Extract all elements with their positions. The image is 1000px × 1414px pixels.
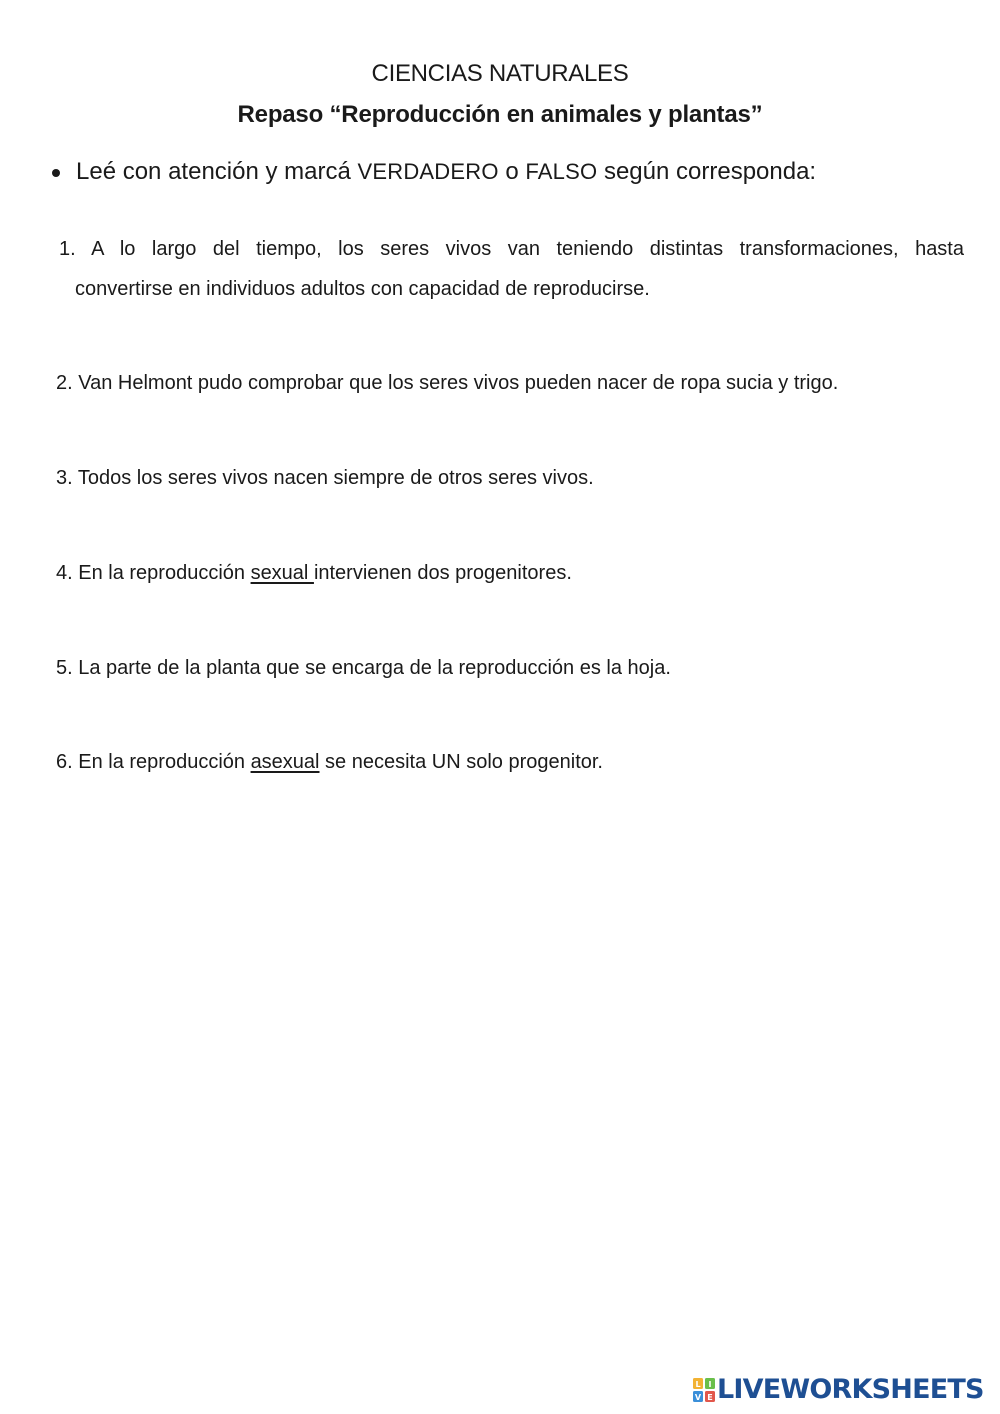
question-6-after: se necesita UN solo progenitor. xyxy=(319,751,603,773)
question-4-before: 4. En la reproducción xyxy=(56,562,251,584)
question-6 xyxy=(56,742,603,782)
logo-letter-e: E xyxy=(707,1393,713,1402)
liveworksheets-wordmark: LIVEWORKSHEETS xyxy=(717,1374,984,1405)
question-1-line-1 xyxy=(56,229,964,269)
instruction-text xyxy=(76,158,816,186)
instruction-line xyxy=(52,158,816,186)
question-1-line-2: convertirse en individuos adultos con capacidad de reproducirse. xyxy=(75,278,650,300)
page-title: CIENCIAS NATURALES xyxy=(371,60,629,87)
instruction-part1: Leé con atención y marcá xyxy=(76,158,358,185)
question-4 xyxy=(56,553,572,593)
logo-letter-v: V xyxy=(694,1393,702,1402)
instruction-connector: o xyxy=(498,158,526,185)
logo-letter-i: I xyxy=(708,1380,712,1389)
question-1-number: 1. xyxy=(59,238,76,260)
logo-letter-l: L xyxy=(695,1380,701,1389)
question-5: 5. La parte de la planta que se encarga de la reproducción es la hoja. xyxy=(56,657,671,679)
question-3: 3. Todos los seres vivos nacen siempre de otros seres vivos. xyxy=(56,467,594,489)
page-subtitle: Repaso “Reproducción en animales y plantas” xyxy=(237,101,763,128)
instruction-part2: según corresponda: xyxy=(597,158,817,185)
question-4-underlined-term: sexual xyxy=(250,562,314,584)
question-6-underlined-term: asexual xyxy=(250,751,320,773)
question-2: 2. Van Helmont pudo comprobar que los seres vivos pueden nacer de ropa sucia y trigo. xyxy=(56,372,839,394)
bullet-icon xyxy=(52,169,60,177)
question-6-before: 6. En la reproducción xyxy=(56,751,251,773)
liveworksheets-watermark xyxy=(693,1374,984,1406)
liveworksheets-logo-icon xyxy=(693,1378,715,1402)
instruction-false-word: FALSO xyxy=(525,159,598,184)
question-1-text-line-1: A lo largo del tiempo, los seres vivos van teniendo distintas transformaciones, hasta xyxy=(91,238,964,260)
instruction-true-word: VERDADERO xyxy=(357,159,499,184)
question-1 xyxy=(56,229,964,309)
question-4-after: intervienen dos progenitores. xyxy=(313,562,572,584)
